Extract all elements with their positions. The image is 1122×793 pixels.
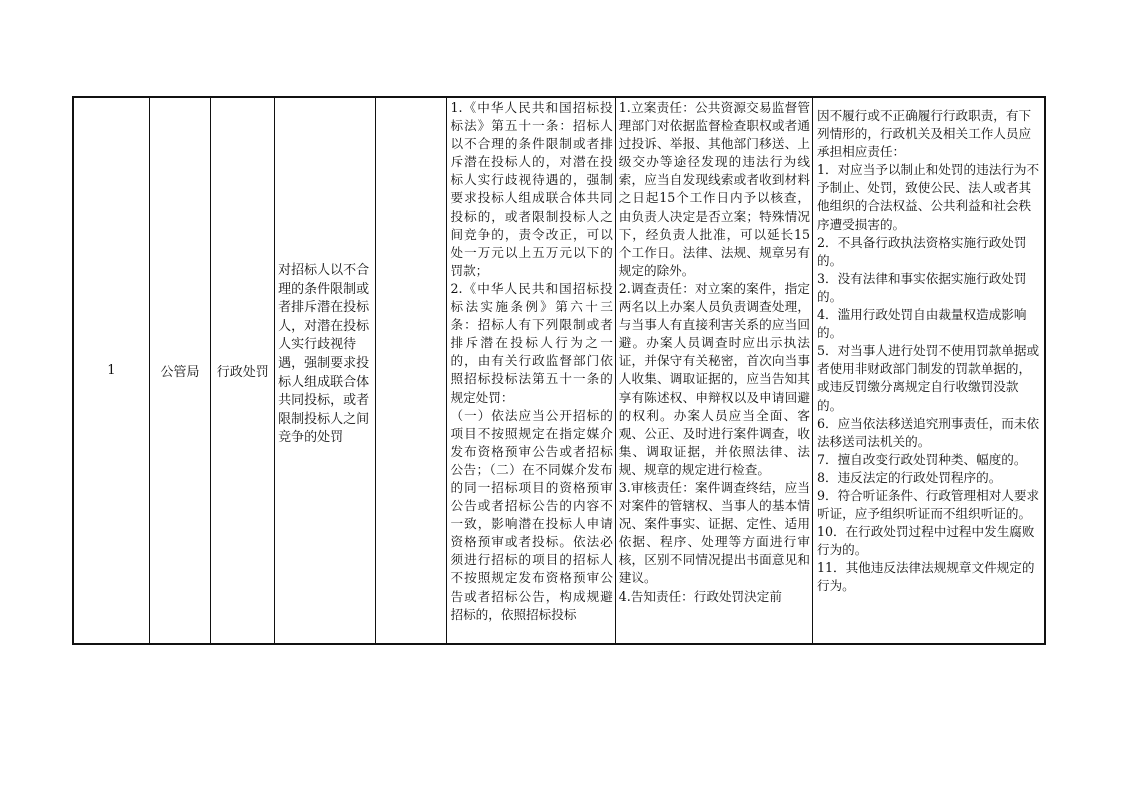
responsibility-cell	[616, 98, 813, 643]
accountability-item: 3．没有法律和事实依据实施行政处罚的。	[816, 270, 1027, 304]
legal-basis-paragraph: 1.《中华人民共和国招标投标法》第五十一条：招标人以不合理的条件限制或者排斥潜在投标人的，对潜在投标人实行歧视待遇的，强制要求投标人组成联合体共同投标的，或者限制投标人之间竞争的，责令改正，可以处一万元以上五万元以下的罚款；	[450, 100, 613, 278]
legal-basis-text	[450, 99, 612, 624]
accountability-item: 10．在行政处罚过程中过程中发生腐败行为的。	[816, 524, 1035, 558]
accountability-item: 2．不具备行政执法资格实施行政处罚的。	[816, 234, 1027, 268]
accountability-item: 4．滥用行政处罚自由裁量权造成影响的。	[816, 307, 1027, 341]
power-item-cell	[275, 98, 376, 643]
legal-basis-cell	[447, 98, 615, 643]
accountability-item: 6．应当依法移送追究刑事责任，而未依法移送司法机关的。	[816, 415, 1040, 449]
accountability-item: 1．对应当予以制止和处罚的违法行为不予制止、处罚，致使公民、法人或者其他组织的合法权益、公共利益和社会秩序遭受损害的。	[816, 162, 1040, 232]
accountability-item: 9．符合听证条件、行政管理相对人要求听证，应予组织听证而不组织听证的。	[816, 487, 1040, 522]
responsibility-paragraph: 2.调查责任：对立案的案件，指定两名以上办案人员负责调查处理，与当事人有直接利害关系的应当回避。办案人员调查时应出示执法证，并保守有关秘密，首次向当事人收集、调取证据的，应当告知其享有陈述权、申辩权以及申请回避的权利。办案人员应当全面、客观、公正、及时进行案件调查，收集、调取证据，并依照法律、法规、规章的规定进行检查。	[618, 280, 810, 477]
power-list-table	[72, 96, 1046, 645]
accountability-text	[817, 107, 1041, 596]
legal-basis-paragraph: 2.《中华人民共和国招标投标法实施条例》第六十三条：招标人有下列限制或者排斥潜在投标人行为之一的，由有关行政监督部门依照招标投标法第五十一条的规定处罚：	[450, 280, 613, 405]
responsibility-text	[619, 99, 810, 606]
accountability-item: 8．违反法定的行政处罚程序的。	[816, 469, 1002, 485]
power-type: 行政处罚	[216, 365, 269, 380]
department: 公管局	[160, 365, 200, 380]
accountability-intro: 因不履行或不正确履行行政职责，有下列情形的，行政机关及相关工作人员应承担相应责任：	[816, 108, 1032, 160]
accountability-item: 11．其他违反法律法规规章文件规定的行为。	[816, 560, 1035, 594]
responsibility-paragraph: 3.审核责任：案件调查终结，应当对案件的管辖权、当事人的基本情况、案件事实、证据、定性、适用依据、程序、处理等方面进行审核，区别不同情况提出书面意见和建议。	[618, 479, 810, 586]
accountability-item: 5．对当事人进行处罚不使用罚款单据或者使用非财政部门制发的罚款单据的，或违反罚缴分离规定自行收缴罚没款的。	[816, 343, 1040, 413]
legal-basis-paragraph: （一）依法应当公开招标的项目不按照规定在指定媒介发布资格预审公告或者招标公告；（二）在不同媒介发布的同一招标项目的资格预审公告或者招标公告的内容不一致，影响潜在投标人申请资格预审或者投标。依法必须进行招标的项目的招标人不按照规定发布资格预审公告或者招标公告，构成规避招标的，依照招标投标	[450, 407, 613, 622]
power-item-name: 对招标人以不合理的条件限制或者排斥潜在投标人，对潜在投标人实行歧视待遇，强制要求投标人组成联合体共同投标，或者限制投标人之间竞争的处罚	[278, 263, 370, 446]
row-number-cell	[74, 98, 150, 643]
power-type-cell	[211, 98, 275, 643]
responsibility-paragraph: 4.告知责任：行政处罚決定前	[618, 588, 782, 604]
row-number: 1	[107, 363, 116, 378]
accountability-cell	[813, 98, 1044, 643]
accountability-item: 7．擅自改变行政处罚种类、幅度的。	[816, 451, 1027, 467]
sub-item-cell	[376, 98, 448, 643]
department-cell	[150, 98, 212, 643]
responsibility-paragraph: 1.立案责任：公共资源交易监督管理部门对依据监督检查职权或者通过投诉、举报、其他部门移送、上级交办等途径发现的违法行为线索，应当自发现线索或者收到材料之日起15个工作日内予以核查，由负责人决定是否立案；特殊情况下，经负责人批准，可以延长15个工作日。法律、法规、规章另有规定的除外。	[618, 100, 810, 278]
